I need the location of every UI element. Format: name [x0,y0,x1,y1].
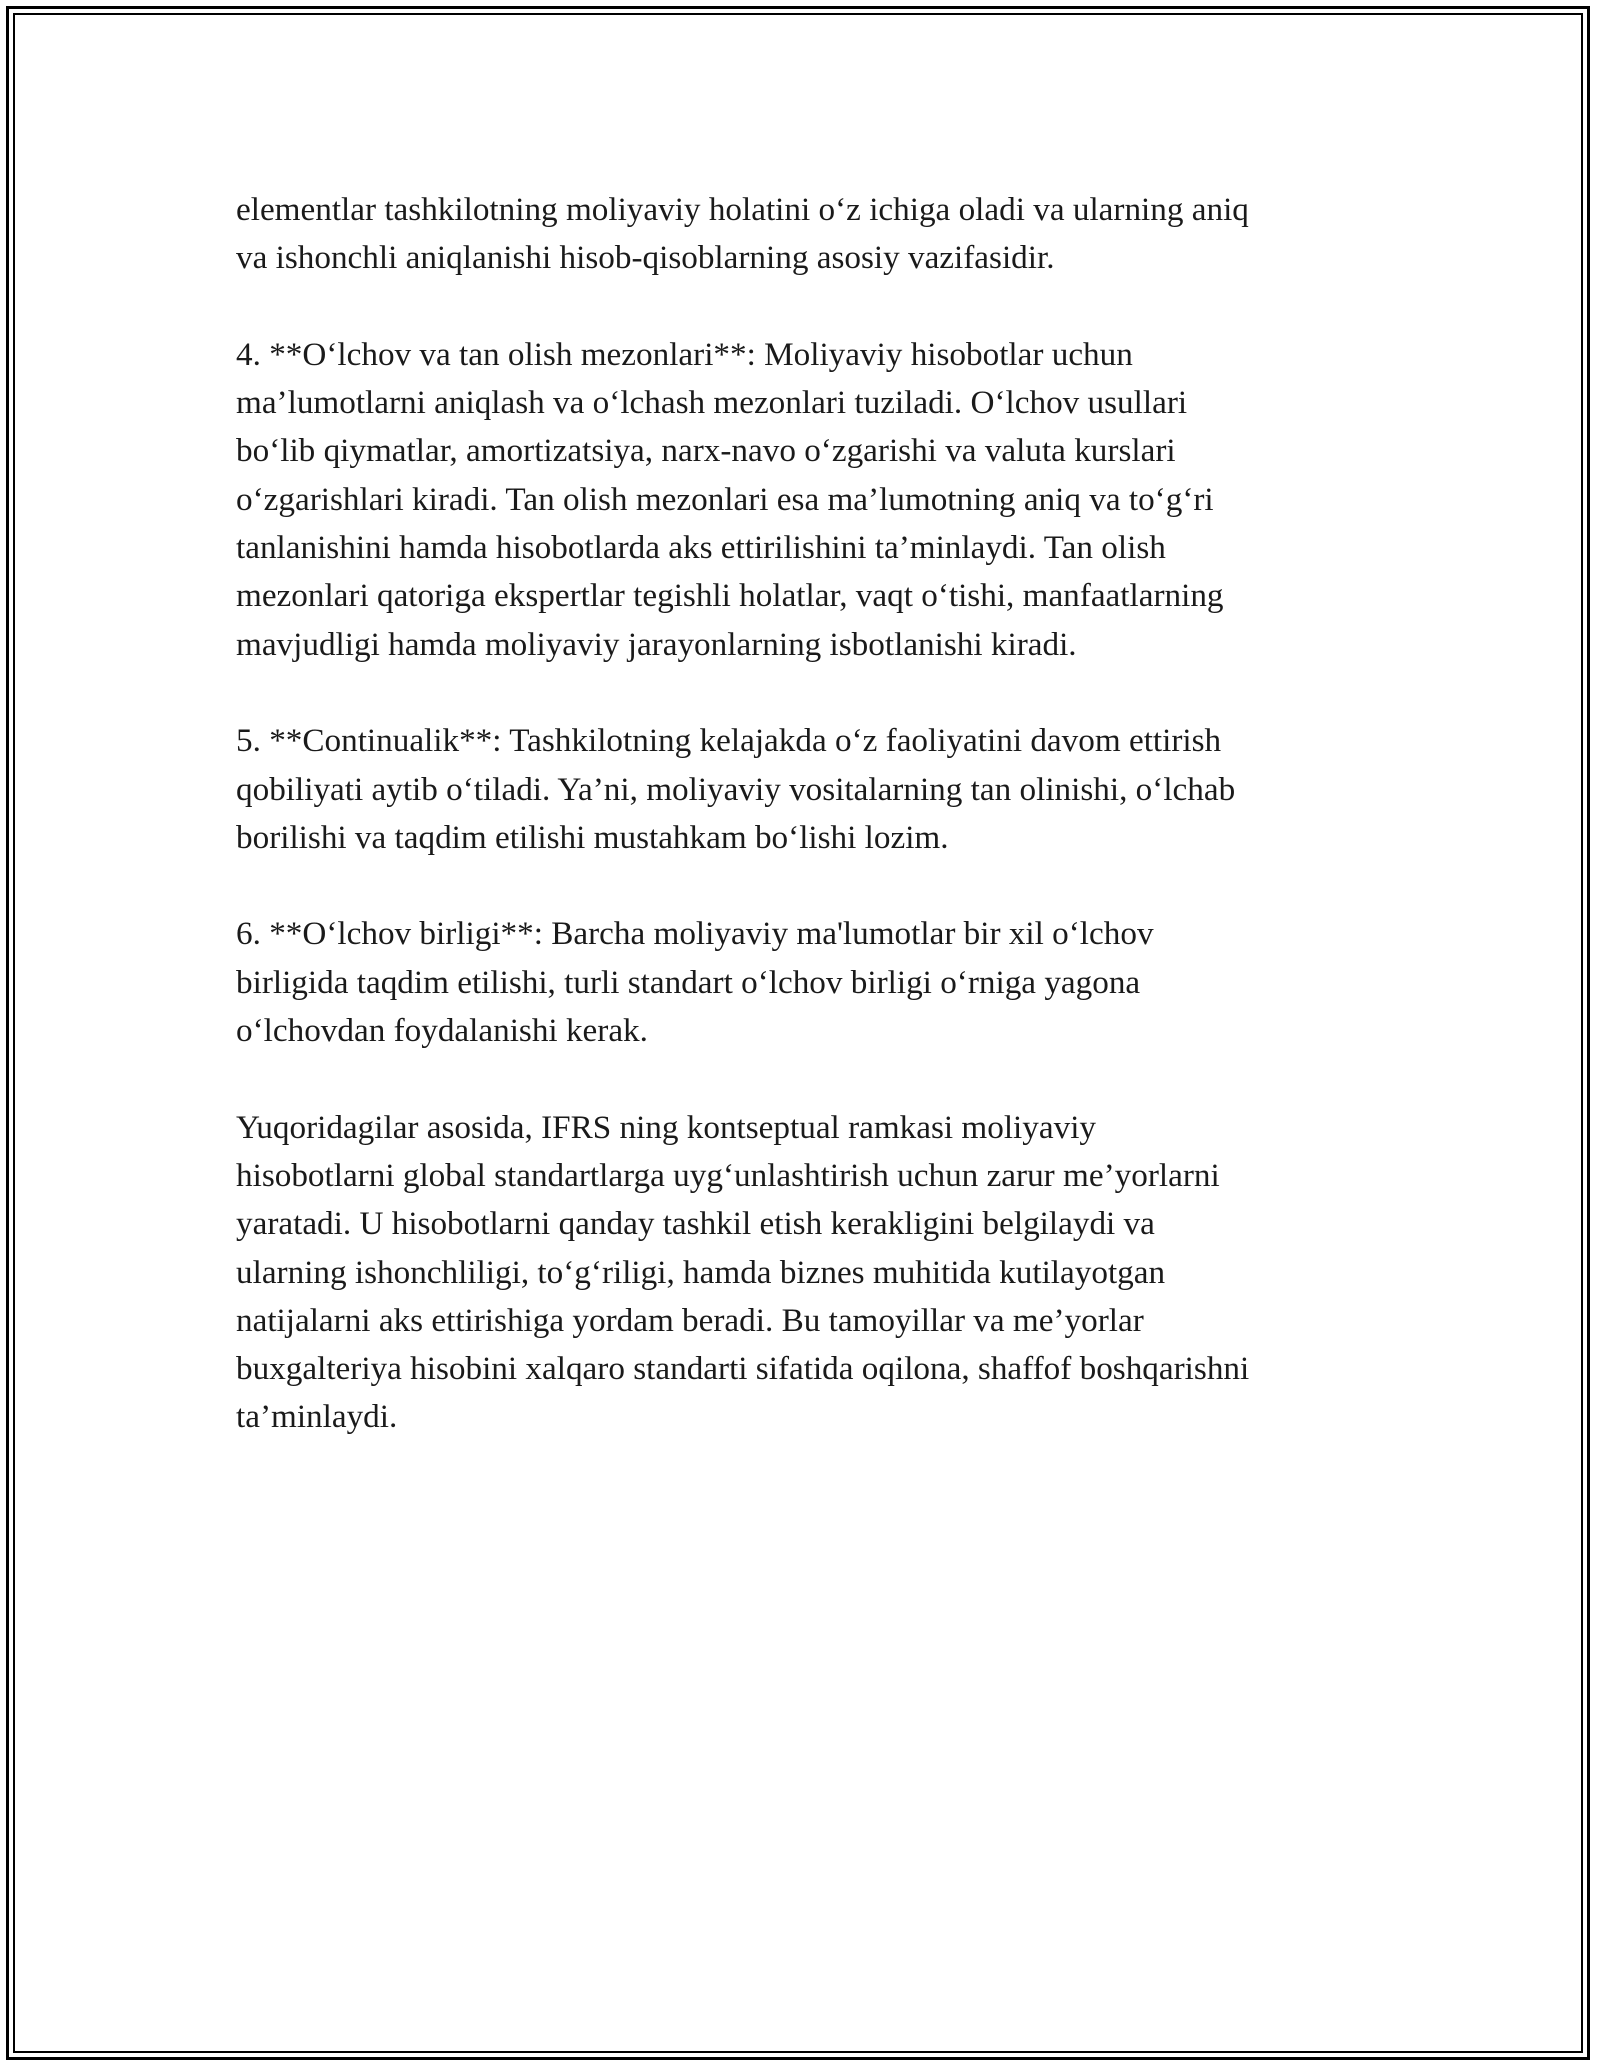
text-line: 4. **O‘lchov va tan olish mezonlari**: Moliyaviy hisobotlar uchun [236,335,1133,373]
text-line: borilishi va taqdim etilishi mustahkam bo‘lishi lozim. [236,818,949,856]
text-line: mavjudligi hamda moliyaviy jarayonlarning isbotlanishi kiradi. [236,625,1077,663]
paragraph-continuation [236,186,1366,283]
text-line: ma’lumotlarni aniqlash va o‘lchash mezonlari tuziladi. O‘lchov usullari [236,384,1188,422]
text-line: ta’minlaydi. [236,1398,398,1436]
text-line: va ishonchli aniqlanishi hisob-qisoblarning asosiy vazifasidir. [236,239,1055,277]
text-line: yaratadi. U hisobotlarni qanday tashkil etish kerakligini belgilaydi va [236,1205,1155,1243]
text-line: mezonlari qatoriga ekspertlar tegishli holatlar, vaqt o‘tishi, manfaatlarning [236,577,1224,615]
document-body [236,186,1366,1490]
paragraph-item-5 [236,717,1366,862]
text-line: buxgalteriya hisobini xalqaro standarti sifatida oqilona, shaffof boshqarishni [236,1350,1250,1388]
text-line: ularning ishonchliligi, to‘g‘riligi, hamda biznes muhitida kutilayotgan [236,1253,1166,1291]
text-line: o‘lchovdan foydalanishi kerak. [236,1012,648,1050]
text-line: Yuqoridagilar asosida, IFRS ning kontseptual ramkasi moliyaviy [236,1108,1097,1146]
paragraph-conclusion [236,1104,1366,1442]
text-line: 6. **O‘lchov birligi**: Barcha moliyaviy ma'lumotlar bir xil o‘lchov [236,915,1154,953]
text-line: birligida taqdim etilishi, turli standart o‘lchov birligi o‘rniga yagona [236,963,1141,1001]
text-line: bo‘lib qiymatlar, amortizatsiya, narx-navo o‘zgarishi va valuta kurslari [236,432,1176,470]
text-line: natijalarni aks ettirishiga yordam beradi. Bu tamoyillar va me’yorlar [236,1301,1144,1339]
text-line: tanlanishini hamda hisobotlarda aks ettirilishini ta’minlaydi. Tan olish [236,529,1166,567]
text-line: o‘zgarishlari kiradi. Tan olish mezonlari esa ma’lumotning aniq va to‘g‘ri [236,480,1214,518]
text-line: hisobotlarni global standartlarga uyg‘unlashtirish uchun zarur me’yorlarni [236,1156,1220,1194]
text-line: qobiliyati aytib o‘tiladi. Ya’ni, moliyaviy vositalarning tan olinishi, o‘lchab [236,770,1236,808]
text-line: elementlar tashkilotning moliyaviy holatini o‘z ichiga oladi va ularning aniq [236,191,1249,228]
paragraph-item-4 [236,331,1366,669]
paragraph-item-6 [236,910,1366,1055]
text-line: 5. **Continualik**: Tashkilotning kelajakda o‘z faoliyatini davom ettirish [236,722,1222,760]
